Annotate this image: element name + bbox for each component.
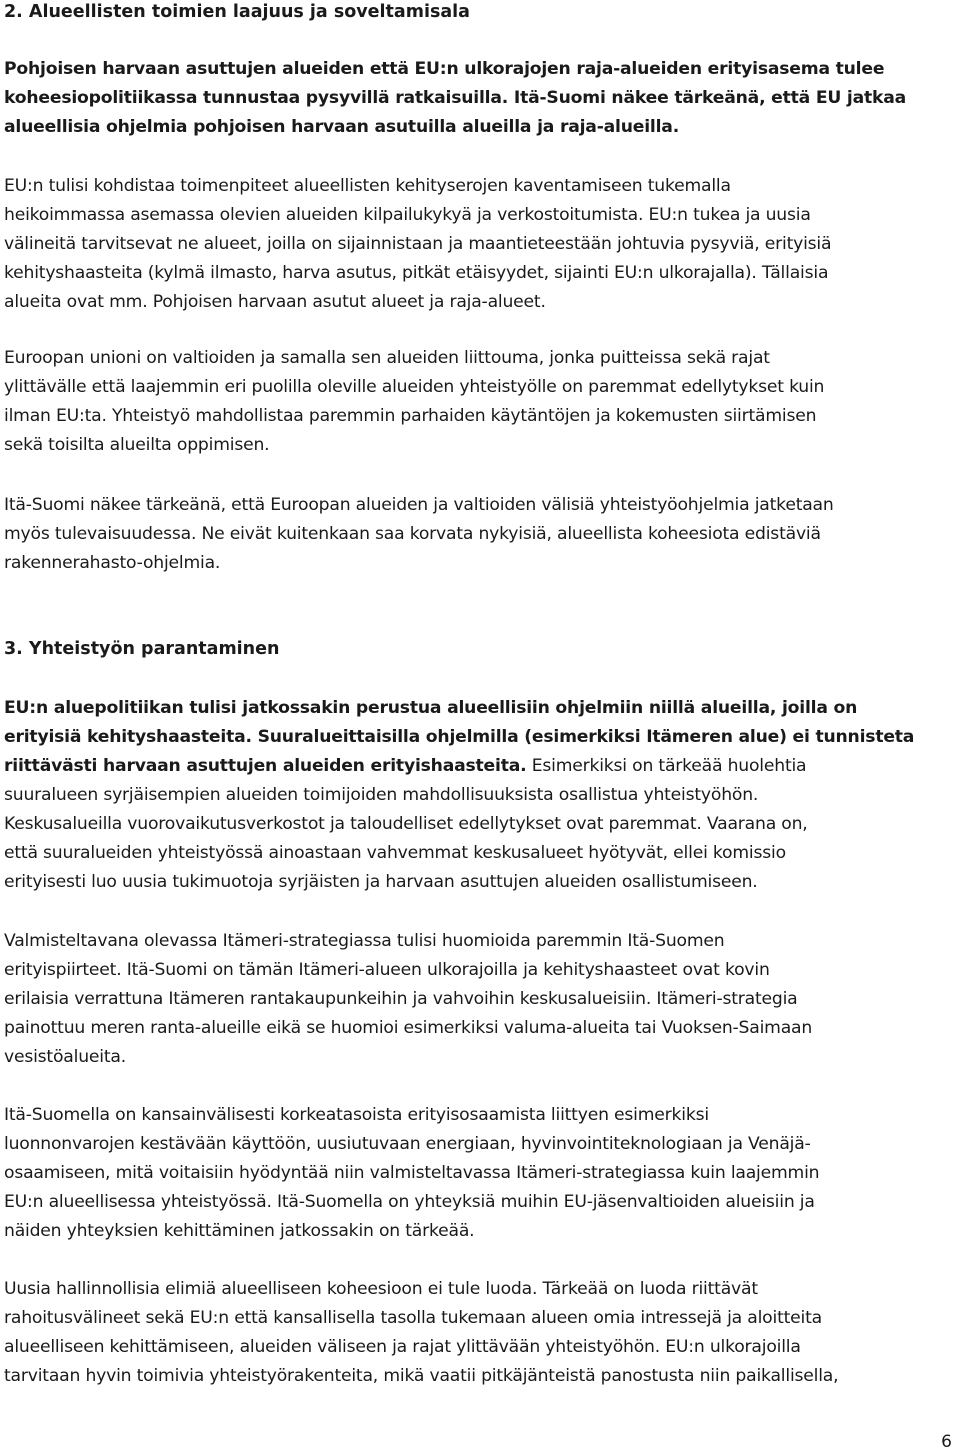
text-run: Itä-Suomi näkee tärkeänä, että Euroopan alueiden ja valtioiden välisiä yhteistyöohjelmia jatketaan xyxy=(4,495,834,515)
text-line xyxy=(4,694,954,723)
section-2-paragraph-1 xyxy=(4,55,954,142)
text-run: näiden yhteyksien kehittäminen jatkossakin on tärkeää. xyxy=(4,1221,475,1241)
text-line xyxy=(4,288,954,317)
text-run: erityispiirteet. Itä-Suomi on tämän Itämeri-alueen ulkorajoilla ja kehityshaasteet ovat kovin xyxy=(4,960,770,980)
text-run: erilaisia verrattuna Itämeren rantakaupunkeihin ja vahvoihin keskusalueisiin. Itämeri-strategia xyxy=(4,989,798,1009)
text-line xyxy=(4,1362,954,1391)
text-run: että suuralueiden yhteistyössä ainoastaan vahvemmat keskusalueet hyötyvät, ellei komissio xyxy=(4,843,786,863)
text-run: luonnonvarojen kestävään käyttöön, uusiutuvaan energiaan, hyvinvointiteknologiaan ja Venäjä- xyxy=(4,1134,811,1154)
text-line xyxy=(4,839,954,868)
section-3-heading: 3. Yhteistyön parantaminen xyxy=(4,639,280,659)
text-line xyxy=(4,810,954,839)
text-line xyxy=(4,1333,954,1362)
text-line xyxy=(4,1014,954,1043)
text-run: välineitä tarvitsevat ne alueet, joilla on sijainnistaan ja maantieteestään johtuvia pysyviä, erityisiä xyxy=(4,234,832,254)
text-line xyxy=(4,520,954,549)
text-run: heikoimmassa asemassa olevien alueiden kilpailukykyä ja verkostoitumista. EU:n tukea ja uusia xyxy=(4,205,811,225)
bold-text-run: alueellisia ohjelmia pohjoisen harvaan asutuilla alueilla ja raja-alueilla. xyxy=(4,117,680,137)
text-run: tarvitaan hyvin toimivia yhteistyörakenteita, mikä vaatii pitkäjänteistä panostusta niin paikallisella, xyxy=(4,1366,839,1386)
text-run: sekä toisilta alueilta oppimisen. xyxy=(4,435,270,455)
text-run: Itä-Suomella on kansainvälisesti korkeatasoista erityisosaamista liittyen esimerkiksi xyxy=(4,1105,709,1125)
section-3-paragraph-2 xyxy=(4,927,954,1072)
text-run: Uusia hallinnollisia elimiä alueelliseen koheesioon ei tule luoda. Tärkeää on luoda riittävät xyxy=(4,1279,758,1299)
text-line xyxy=(4,1304,954,1333)
text-run: EU:n tulisi kohdistaa toimenpiteet alueellisten kehityserojen kaventamiseen tukemalla xyxy=(4,176,731,196)
text-run: painottuu meren ranta-alueille eikä se huomioi esimerkiksi valuma-alueita tai Vuoksen-Saimaan xyxy=(4,1018,813,1038)
text-line xyxy=(4,868,954,897)
text-line xyxy=(4,1159,954,1188)
text-line xyxy=(4,344,954,373)
text-line xyxy=(4,491,954,520)
text-line xyxy=(4,1043,954,1072)
bold-text-run: EU:n aluepolitiikan tulisi jatkossakin perustua alueellisiin ohjelmiin niillä alueilla, joilla on xyxy=(4,698,858,718)
text-run: suuralueen syrjäisempien alueiden toimijoiden mahdollisuuksista osallistua yhteistyöhön. xyxy=(4,785,759,805)
section-2-paragraph-2 xyxy=(4,172,954,317)
text-line xyxy=(4,927,954,956)
text-run: Esimerkiksi on tärkeää huolehtia xyxy=(526,756,807,776)
text-line xyxy=(4,956,954,985)
text-run: EU:n alueellisessa yhteistyössä. Itä-Suomella on yhteyksiä muihin EU-jäsenvaltioiden alueisiin ja xyxy=(4,1192,815,1212)
bold-text-run: koheesiopolitiikassa tunnustaa pysyvillä ratkaisuilla. Itä-Suomi näkee tärkeänä, että EU jatkaa xyxy=(4,88,907,108)
text-line xyxy=(4,431,954,460)
section-2-paragraph-4 xyxy=(4,491,954,578)
text-line xyxy=(4,1130,954,1159)
section-2-heading: 2. Alueellisten toimien laajuus ja soveltamisala xyxy=(4,2,470,22)
text-run: Keskusalueilla vuorovaikutusverkostot ja taloudelliset edellytykset ovat paremmat. Vaarana on, xyxy=(4,814,808,834)
page-number: 6 xyxy=(941,1432,952,1452)
text-line xyxy=(4,113,954,142)
text-line xyxy=(4,259,954,288)
text-line xyxy=(4,1217,954,1246)
text-run: Valmisteltavana olevassa Itämeri-strategiassa tulisi huomioida paremmin Itä-Suomen xyxy=(4,931,725,951)
section-3-paragraph-3 xyxy=(4,1101,954,1246)
text-line xyxy=(4,84,954,113)
text-line xyxy=(4,1188,954,1217)
bold-text-run: erityisiä kehityshaasteita. Suuralueittaisilla ohjelmilla (esimerkiksi Itämeren alue) ei tunnisteta xyxy=(4,727,915,747)
text-line xyxy=(4,752,954,781)
text-line xyxy=(4,1275,954,1304)
text-line xyxy=(4,549,954,578)
section-3-paragraph-4 xyxy=(4,1275,954,1391)
text-run: ilman EU:ta. Yhteistyö mahdollistaa paremmin parhaiden käytäntöjen ja kokemusten siirtämisen xyxy=(4,406,817,426)
text-run: rakennerahasto-ohjelmia. xyxy=(4,553,221,573)
bold-text-run: riittävästi harvaan asuttujen alueiden erityishaasteita. xyxy=(4,756,527,776)
text-run: rahoitusvälineet sekä EU:n että kansallisella tasolla tukemaan alueen omia intressejä ja aloitteita xyxy=(4,1308,822,1328)
text-run: osaamiseen, mitä voitaisiin hyödyntää niin valmisteltavassa Itämeri-strategiassa kuin laajemmin xyxy=(4,1163,820,1183)
text-line xyxy=(4,230,954,259)
text-line xyxy=(4,172,954,201)
text-line xyxy=(4,373,954,402)
text-line xyxy=(4,55,954,84)
text-run: alueelliseen kehittämiseen, alueiden väliseen ja rajat ylittävään yhteistyöhön. EU:n ulkorajoilla xyxy=(4,1337,801,1357)
text-run: myös tulevaisuudessa. Ne eivät kuitenkaan saa korvata nykyisiä, alueellista koheesiota edistäviä xyxy=(4,524,821,544)
bold-text-run: Pohjoisen harvaan asuttujen alueiden että EU:n ulkorajojen raja-alueiden erityisasema tulee xyxy=(4,59,885,79)
text-line xyxy=(4,781,954,810)
text-line xyxy=(4,402,954,431)
text-line xyxy=(4,985,954,1014)
text-run: Euroopan unioni on valtioiden ja samalla sen alueiden liittouma, jonka puitteissa sekä rajat xyxy=(4,348,770,368)
text-line xyxy=(4,723,954,752)
text-run: vesistöalueita. xyxy=(4,1047,126,1067)
text-run: erityisesti luo uusia tukimuotoja syrjäisten ja harvaan asuttujen alueiden osallistumiseen. xyxy=(4,872,758,892)
text-run: alueita ovat mm. Pohjoisen harvaan asutut alueet ja raja-alueet. xyxy=(4,292,546,312)
text-run: kehityshaasteita (kylmä ilmasto, harva asutus, pitkät etäisyydet, sijainti EU:n ulkorajalla). Tällaisia xyxy=(4,263,829,283)
text-line xyxy=(4,201,954,230)
section-3-paragraph-1 xyxy=(4,694,954,897)
text-line xyxy=(4,1101,954,1130)
text-run: ylittävälle että laajemmin eri puolilla oleville alueiden yhteistyölle on paremmat edellytykset kuin xyxy=(4,377,825,397)
section-2-paragraph-3 xyxy=(4,344,954,460)
